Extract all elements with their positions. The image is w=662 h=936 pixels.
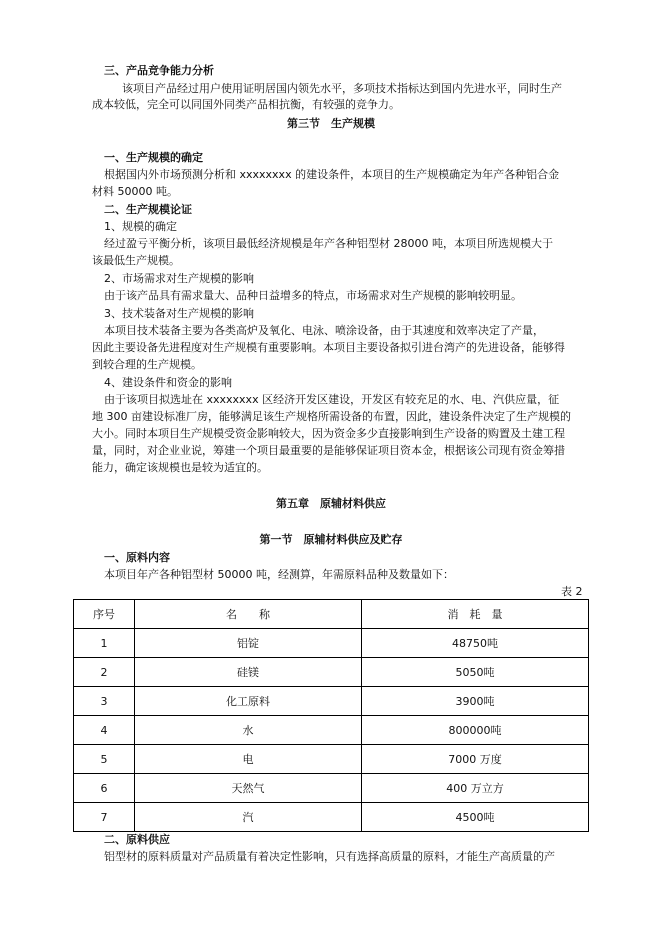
raw-material-table <box>73 599 589 832</box>
paragraph-line: 量，同时，对企业业说，筹建一个项目最重要的是能够保证项目资本金，根据该公司现有资金筹措 <box>92 444 565 457</box>
header-cell: 名 称 <box>135 600 362 629</box>
chapter-title: 第五章 原辅材料供应 <box>276 497 386 510</box>
consumption: 5050吨 <box>362 658 589 687</box>
table-label: 表 2 <box>561 585 583 598</box>
competitiveness-heading: 三、产品竞争能力分析 <box>104 64 214 77</box>
subheading: 2、市场需求对生产规模的影响 <box>104 272 254 285</box>
paragraph-line: 铝型材的原料质量对产品质量有着决定性影响，只有选择高质量的原料，才能生产高质量的产 <box>104 850 555 863</box>
material-name: 化工原料 <box>135 687 362 716</box>
material-name: 铝锭 <box>135 629 362 658</box>
row-index: 1 <box>74 629 135 658</box>
paragraph-line: 该最低生产规模。 <box>92 254 180 267</box>
paragraph-line: 本项目技术装备主要为各类高炉及氧化、电泳、喷涂设备，由于其速度和效率决定了产量， <box>104 324 544 337</box>
table-row <box>74 687 589 716</box>
paragraph-line: 由于该项目拟选址在 xxxxxxxx 区经济开发区建设，开发区有较充足的水、电、汽供应量，征 <box>104 393 560 406</box>
material-name: 电 <box>135 745 362 774</box>
header-cell: 消 耗 量 <box>362 600 589 629</box>
paragraph-line: 大小。同时本项目生产规模受资金影响较大，因为资金多少直接影响到生产设备的购置及土建工程 <box>92 427 565 440</box>
table-row <box>74 629 589 658</box>
table-row <box>74 745 589 774</box>
consumption: 7000 万度 <box>362 745 589 774</box>
paragraph-line: 到较合理的生产规模。 <box>92 358 202 371</box>
consumption: 48750吨 <box>362 629 589 658</box>
subheading: 4、建设条件和资金的影响 <box>104 376 232 389</box>
heading-scale-argument: 二、生产规模论证 <box>104 203 192 216</box>
row-index: 4 <box>74 716 135 745</box>
section-title: 第一节 原辅材料供应及贮存 <box>259 533 403 546</box>
paragraph-line: 经过盈亏平衡分析，该项目最低经济规模是年产各种铝型材 28000 吨，本项目所选规模大于 <box>104 237 553 250</box>
row-index: 6 <box>74 774 135 803</box>
paragraph-line: 本项目年产各种铝型材 50000 吨，经测算，年需原料品种及数量如下： <box>104 568 454 581</box>
table-header-row <box>74 600 589 629</box>
material-name: 汽 <box>135 803 362 832</box>
consumption: 4500吨 <box>362 803 589 832</box>
material-name: 水 <box>135 716 362 745</box>
consumption: 400 万立方 <box>362 774 589 803</box>
heading-raw-materials: 一、原料内容 <box>104 551 170 564</box>
subheading: 1、规模的确定 <box>104 220 177 233</box>
consumption: 800000吨 <box>362 716 589 745</box>
paragraph-line: 能力，确定该规模也是较为适宜的。 <box>92 461 268 474</box>
row-index: 5 <box>74 745 135 774</box>
table-row <box>74 658 589 687</box>
row-index: 2 <box>74 658 135 687</box>
paragraph-line: 该项目产品经过用户使用证明居国内领先水平，多项技术指标达到国内先进水平，同时生产 <box>122 82 562 95</box>
paragraph-line: 成本较低，完全可以同国外同类产品相抗衡，有较强的竞争力。 <box>92 98 400 111</box>
material-name: 天然气 <box>135 774 362 803</box>
section-title: 第三节 生产规模 <box>287 117 375 130</box>
heading-scale-determination: 一、生产规模的确定 <box>104 151 203 164</box>
paragraph-line: 地 300 亩建设标准厂房，能够满足该生产规格所需设备的布置，因此，建设条件决定了生产规模的 <box>92 410 571 423</box>
paragraph-line: 因此主要设备先进程度对生产规模有重要影响。本项目主要设备拟引进台湾产的先进设备，能够得 <box>92 341 565 354</box>
paragraph-line: 材料 50000 吨。 <box>92 185 178 198</box>
table-row <box>74 774 589 803</box>
row-index: 3 <box>74 687 135 716</box>
header-cell: 序号 <box>74 600 135 629</box>
consumption: 3900吨 <box>362 687 589 716</box>
table-row <box>74 803 589 832</box>
table-row <box>74 716 589 745</box>
row-index: 7 <box>74 803 135 832</box>
paragraph-line: 根据国内外市场预测分析和 xxxxxxxx 的建设条件，本项目的生产规模确定为年产各种铝合金 <box>104 168 560 181</box>
heading-raw-supply: 二、原料供应 <box>104 833 170 846</box>
material-name: 硅镁 <box>135 658 362 687</box>
subheading: 3、技术装备对生产规模的影响 <box>104 307 254 320</box>
paragraph-line: 由于该产品具有需求量大、品种日益增多的特点，市场需求对生产规模的影响较明显。 <box>104 289 522 302</box>
